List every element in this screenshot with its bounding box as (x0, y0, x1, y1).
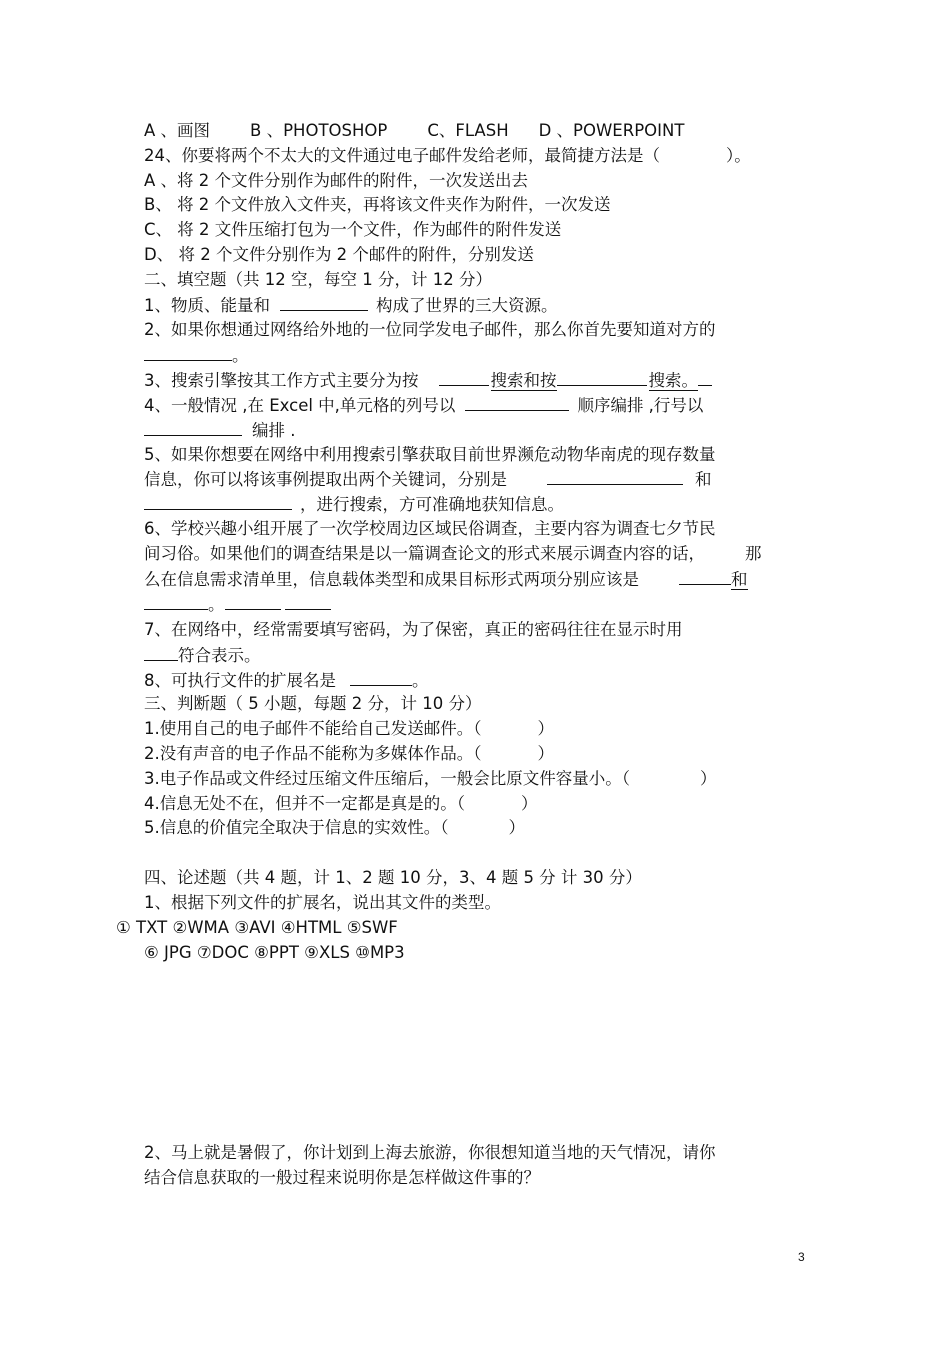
fill-q5-blank-1[interactable] (547, 469, 683, 485)
judge-item-3-text: 3.电子作品或文件经过压缩文件压缩后，一般会比原文件容量小。（ (144, 769, 630, 788)
fill-q4-blank-1[interactable] (465, 395, 569, 411)
fill-q8-text-a: 8、可执行文件的扩展名是 (144, 671, 336, 690)
fill-q1 (144, 295, 558, 316)
judge-item-1-close: ） (537, 719, 554, 738)
fill-q5-cont (144, 469, 712, 490)
fill-q3-text-c: 搜索。 (648, 371, 698, 390)
fill-q6-blank-3[interactable] (225, 594, 281, 610)
fill-q4-cont (144, 420, 296, 441)
fill-q4 (144, 395, 703, 416)
fill-q1-text-a: 1、物质、能量和 (144, 296, 270, 315)
fill-q2: 2、如果你想通过网络给外地的一位同学发电子邮件，那么你首先要知道对方的 (144, 320, 716, 339)
fill-q2-cont (144, 345, 249, 366)
page-number: 3 (798, 1250, 805, 1264)
section4-title: 四、论述题（共 4 题，计 1、2 题 10 分，3、4 题 5 分 计 30 分） (144, 868, 642, 887)
judge-item-2 (144, 744, 554, 764)
section3-title: 三、判断题（ 5 小题，每题 2 分，计 10 分） (144, 694, 482, 713)
fill-q8-blank[interactable] (350, 670, 412, 686)
fill-q3 (144, 370, 712, 391)
fill-q5-text-c: 和 (695, 470, 712, 489)
fill-q6-text-b2: 那 (745, 544, 762, 563)
judge-item-2-close: ） (537, 744, 554, 763)
fill-q6: 6、学校兴趣小组开展了一次学校周边区域民俗调查，主要内容为调查七夕节民 (144, 519, 716, 538)
fill-q4-text-c: 编排 . (252, 421, 296, 440)
fill-q6-cont (144, 544, 762, 564)
judge-item-1-text: 1.使用自己的电子邮件不能给自己发送邮件。（ (144, 719, 482, 738)
fill-q2-blank[interactable] (144, 345, 232, 361)
q23-options (144, 121, 684, 141)
fill-q6-text-d: 。 (208, 595, 225, 614)
fill-q3-text-b: 搜索和按 (490, 371, 557, 390)
fill-q8 (144, 670, 429, 691)
q24-option-b: B、 将 2 个文件放入文件夹，再将该文件夹作为附件，一次发送 (144, 195, 611, 214)
essay-q1: 1、根据下列文件的扩展名，说出其文件的类型。 (144, 893, 501, 912)
q23-option-a: A 、画图 (144, 121, 211, 140)
fill-q6-blank-4[interactable] (285, 594, 331, 610)
q24-stem-text: 24、你要将两个不太大的文件通过电子邮件发给老师，最简捷方法是（ (144, 146, 660, 165)
fill-q6-cont2 (144, 569, 748, 590)
fill-q5-text-b: 信息，你可以将该事例提取出两个关键词，分别是 (144, 470, 507, 489)
judge-item-5-text: 5.信息的价值完全取决于信息的实效性。（ (144, 818, 449, 837)
q24-option-c: C、 将 2 文件压缩打包为一个文件，作为邮件的附件发送 (144, 220, 562, 239)
fill-q3-blank-2[interactable] (557, 370, 647, 386)
fill-q6-blank-2[interactable] (144, 594, 208, 610)
fill-q8-text-b: 。 (412, 671, 429, 690)
fill-q6-text-b: 间习俗。如果他们的调查结果是以一篇调查论文的形式来展示调查内容的话， (144, 544, 705, 563)
judge-item-2-text: 2.没有声音的电子作品不能称为多媒体作品。（ (144, 744, 482, 763)
fill-q7-blank[interactable] (144, 645, 178, 661)
fill-q6-text-c: 么在信息需求清单里，信息载体类型和成果目标形式两项分别应该是 (144, 570, 639, 589)
judge-item-5 (144, 818, 525, 838)
essay-q2: 2、马上就是暑假了，你计划到上海去旅游，你很想知道当地的天气情况，请你 (144, 1143, 716, 1162)
fill-q1-blank[interactable] (280, 295, 368, 311)
q24-option-d: D、 将 2 个文件分别作为 2 个邮件的附件，分别发送 (144, 245, 534, 264)
judge-item-1 (144, 719, 554, 739)
judge-item-4 (144, 794, 538, 814)
fill-q1-text-b: 构成了世界的三大资源。 (376, 296, 558, 315)
extension-row-2: ⑥ JPG ⑦DOC ⑧PPT ⑨XLS ⑩MP3 (144, 943, 405, 962)
section2-title: 二、填空题（共 12 空，每空 1 分，计 12 分） (144, 270, 492, 289)
fill-q3-blank-1[interactable] (439, 370, 489, 386)
fill-q4-text-b: 顺序编排 ,行号以 (577, 396, 704, 415)
fill-q4-blank-2[interactable] (144, 420, 242, 436)
judge-item-4-text: 4.信息无处不在，但并不一定都是真是的。（ (144, 794, 465, 813)
fill-q2-text-b: 。 (232, 346, 249, 365)
q23-option-b: B 、PHOTOSHOP (250, 121, 388, 140)
judge-item-4-close: ） (521, 794, 538, 813)
fill-q7-cont (144, 645, 261, 666)
fill-q7: 7、在网络中，经常需要填写密码，为了保密，真正的密码往往在显示时用 (144, 620, 683, 639)
fill-q5-blank-2[interactable] (144, 494, 292, 510)
q23-option-d: D 、POWERPOINT (538, 121, 685, 140)
fill-q3-blank-3[interactable] (698, 370, 712, 386)
judge-item-3-close: ） (700, 769, 717, 788)
q24-option-a: A 、将 2 个文件分别作为邮件的附件，一次发送出去 (144, 171, 529, 190)
fill-q5-text-d: ，进行搜索，方可准确地获知信息。 (300, 495, 564, 514)
judge-item-3 (144, 769, 717, 789)
essay-q2-cont: 结合信息获取的一般过程来说明你是怎样做这件事的？ (144, 1168, 540, 1187)
fill-q6-text-c2: 和 (731, 570, 748, 589)
fill-q6-blank-1[interactable] (679, 569, 731, 585)
q24-stem-end: ）。 (726, 146, 751, 165)
fill-q5: 5、如果你想要在网络中利用搜索引擎获取目前世界濒危动物华南虎的现存数量 (144, 445, 716, 464)
fill-q7-text-b: 符合表示。 (178, 646, 261, 665)
q23-option-c: C、FLASH (427, 121, 509, 140)
judge-item-5-close: ） (508, 818, 525, 837)
extension-row-1: ① TXT ②WMA ③AVI ④HTML ⑤SWF (116, 918, 398, 937)
fill-q6-cont3 (144, 594, 331, 615)
fill-q5-cont2 (144, 494, 564, 515)
fill-q3-text-a: 3、搜索引擎按其工作方式主要分为按 (144, 371, 419, 390)
fill-q4-text-a: 4、一般情况 ,在 Excel 中,单元格的列号以 (144, 396, 456, 415)
q24-stem (144, 146, 751, 166)
